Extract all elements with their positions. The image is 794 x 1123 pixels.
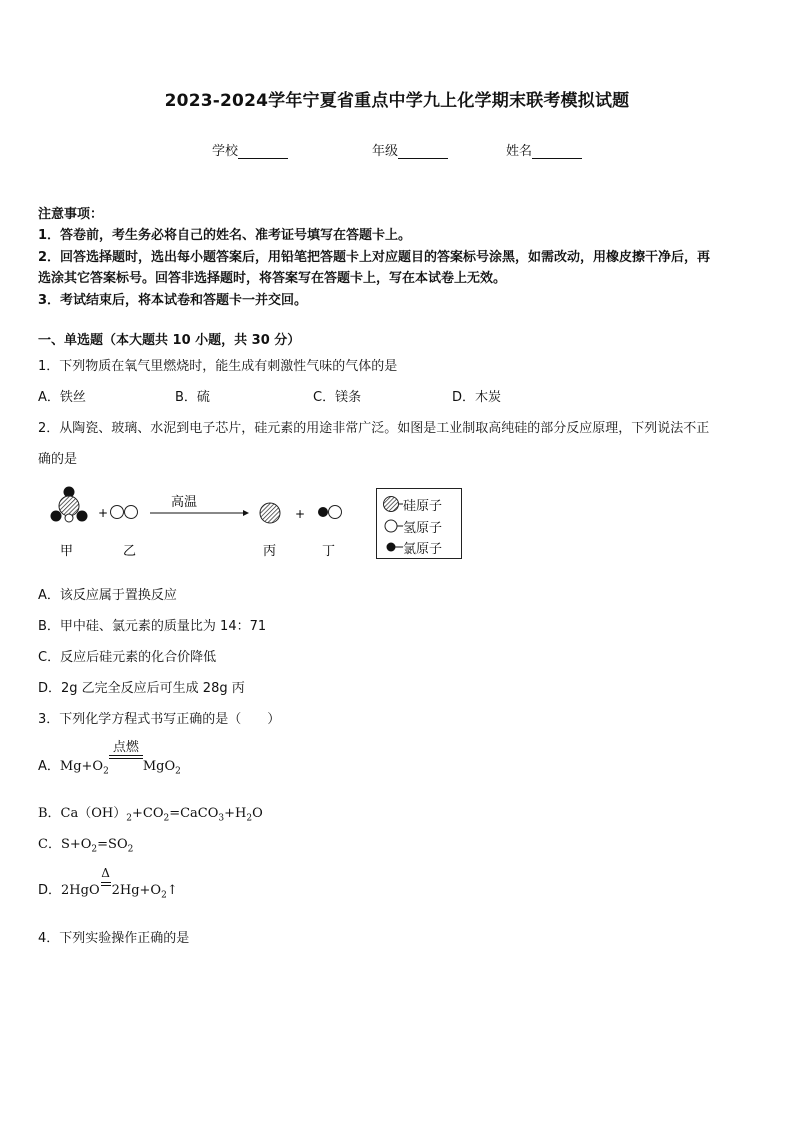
page-title: 2023-2024学年宁夏省重点中学九上化学期末联考模拟试题	[164, 91, 630, 111]
notice-item: 1．答卷前，考生务必将自己的姓名、准考证号填写在答题卡上。	[38, 228, 412, 243]
molecule-jia	[51, 487, 88, 523]
name-field[interactable]	[506, 140, 582, 159]
school-blank[interactable]	[238, 145, 288, 159]
legend-silicon: 硅原子	[403, 499, 443, 514]
subscript: 2	[161, 890, 167, 901]
q3-option-d[interactable]	[38, 866, 178, 901]
q3-b-part: =CaCO	[169, 806, 219, 821]
q1-option-c[interactable]: C．镁条	[313, 390, 362, 405]
molecule-yi	[111, 506, 138, 519]
notice-item: 3．考试结束后，将本试卷和答题卡一并交回。	[38, 293, 308, 308]
q2-option-b[interactable]: B．甲中硅、氯元素的质量比为 14：71	[38, 619, 267, 634]
q3-a-condition-arrow	[109, 740, 143, 770]
gas-arrow-icon: ↑	[166, 883, 178, 898]
q3-d-label: D．	[38, 883, 62, 898]
grade-blank[interactable]	[398, 145, 448, 159]
q1-option-a[interactable]: A．铁丝	[38, 390, 86, 405]
q3-b-part: +H	[224, 806, 247, 821]
subscript: 2	[246, 813, 253, 824]
q3-option-c[interactable]	[38, 833, 133, 855]
subscript: 2	[103, 766, 109, 777]
q3-d-condition: Δ	[101, 866, 110, 880]
q3-b-part: O	[252, 806, 263, 821]
q4-stem: 4．下列实验操作正确的是	[38, 931, 190, 946]
q3-b-part: +CO	[131, 806, 164, 821]
silicon-atom-icon	[384, 497, 399, 512]
notice-item: 选涂其它答案标号。回答非选择题时，将答案写在答题卡上，写在本试卷上无效。	[38, 271, 507, 286]
grade-label: 年级	[372, 144, 399, 159]
q3-d-right: 2Hg+O	[111, 883, 162, 898]
chlorine-atom-icon	[387, 543, 396, 552]
q2-option-c[interactable]: C．反应后硅元素的化合价降低	[38, 650, 217, 665]
q2-option-a[interactable]: A．该反应属于置换反应	[38, 588, 177, 603]
label-ding: 丁	[322, 544, 336, 559]
notice-item: 2．回答选择题时，选出每小题答案后，用铅笔把答题卡上对应题目的答案标号涂黑，如需改动，用橡皮擦干净后，再	[38, 250, 711, 265]
reaction-arrow-head	[243, 510, 249, 516]
q3-a-condition: 点燃	[112, 740, 139, 755]
q3-a-label: A．	[38, 759, 60, 774]
section-heading: 一、单选题（本大题共 10 小题，共 30 分）	[38, 333, 301, 348]
notice-heading: 注意事项：	[38, 207, 104, 222]
q3-a-right: MgO	[142, 759, 176, 774]
q1-option-d[interactable]: D．木炭	[452, 390, 502, 405]
q3-stem: 3．下列化学方程式书写正确的是（ ）	[38, 712, 281, 727]
subscript: 2	[175, 766, 181, 777]
legend-hydrogen: 氢原子	[403, 521, 443, 536]
q1-option-b[interactable]: B．硫	[175, 390, 210, 405]
subscript: 2	[127, 844, 134, 855]
label-jia: 甲	[60, 544, 74, 559]
subscript: 3	[218, 813, 225, 824]
subscript: 2	[163, 813, 170, 824]
q2-stem-line1: 2．从陶瓷、玻璃、水泥到电子芯片，硅元素的用途非常广泛。如图是工业制取高纯硅的部分反应原理，下列说法不正	[38, 421, 710, 436]
q2-option-d[interactable]: D．2g 乙完全反应后可生成 28g 丙	[38, 681, 245, 696]
school-field[interactable]	[212, 140, 288, 159]
atom-legend	[376, 488, 462, 559]
legend-icons	[381, 493, 403, 555]
q3-c-part: =SO	[97, 837, 128, 852]
q3-c-part: C．S+O	[38, 837, 92, 852]
q2-stem-line2: 确的是	[38, 452, 78, 467]
subscript: 2	[91, 844, 98, 855]
q3-d-left: 2HgO	[61, 883, 100, 898]
subscript: 2	[126, 813, 132, 824]
name-blank[interactable]	[532, 145, 582, 159]
q3-option-b[interactable]	[38, 802, 263, 824]
q3-a-left: Mg+O	[59, 759, 104, 774]
grade-field[interactable]	[372, 140, 448, 159]
q3-option-a[interactable]	[38, 740, 181, 777]
school-label: 学校	[212, 144, 239, 159]
legend-chlorine: 氯原子	[403, 542, 443, 557]
label-yi: 乙	[123, 544, 137, 559]
molecule-bing	[260, 503, 280, 523]
q3-d-condition-arrow	[100, 866, 112, 894]
plus-sign: +	[295, 507, 306, 521]
label-bing: 丙	[263, 544, 277, 559]
q1-stem: 1．下列物质在氧气里燃烧时，能生成有刺激性气味的气体的是	[38, 359, 398, 374]
hydrogen-atom-icon	[385, 520, 397, 532]
q3-b-part: B．Ca（OH）	[38, 806, 127, 821]
molecule-ding	[318, 506, 342, 519]
name-label: 姓名	[506, 144, 533, 159]
plus-sign: +	[98, 506, 109, 520]
reaction-condition: 高温	[171, 495, 198, 510]
